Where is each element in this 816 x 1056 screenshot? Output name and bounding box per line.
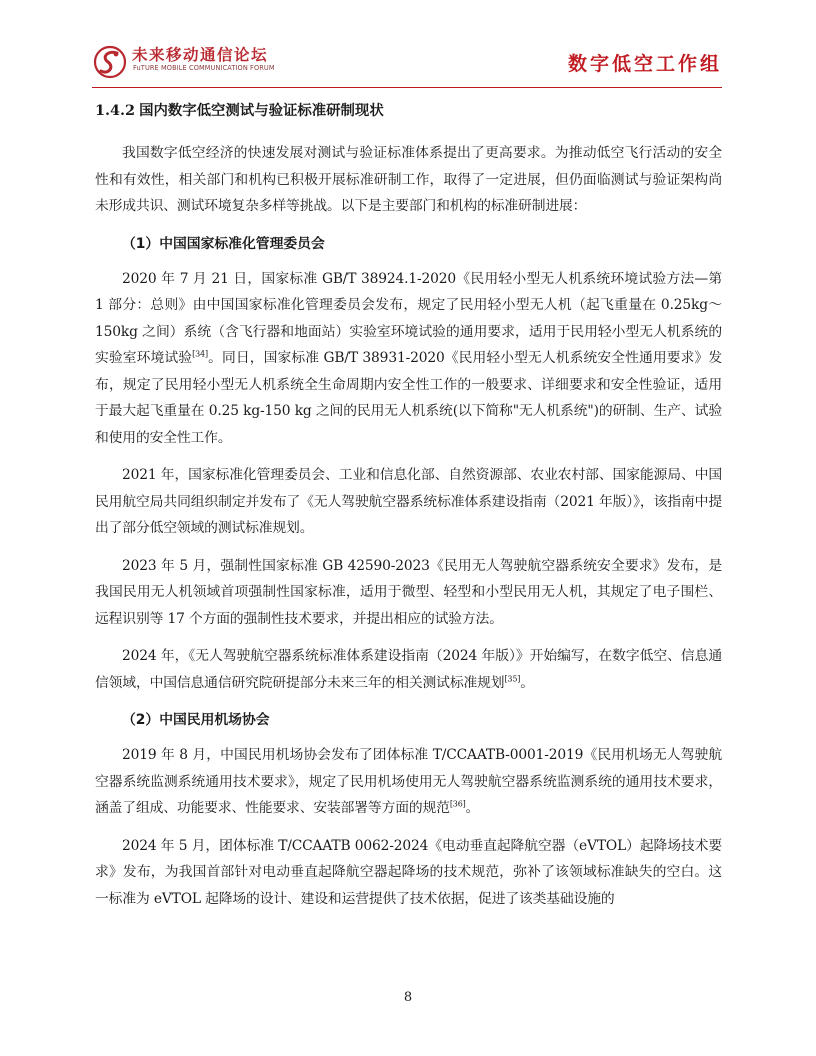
forum-logo-english: FuTURE MOBILE COMMUNICATION FORUM	[133, 64, 275, 72]
subsection-heading-2: （2）中国民用机场协会	[122, 712, 270, 728]
working-group-title: 数字低空工作组	[567, 53, 722, 75]
paragraph-text: 2024 年，《无人驾驶航空器系统标准体系建设指南（2024 年版）》开始编写，在数字低空、信息通信领域，中国信息通信研究院研提部分未来三年的相关测试标准规划	[95, 648, 722, 691]
subsection-heading-1: （1）中国国家标准化管理委员会	[122, 235, 325, 252]
section-number: 1.4.2	[95, 102, 136, 119]
header-divider	[92, 87, 722, 88]
citation-ref: [35]	[504, 673, 521, 683]
document-body	[95, 98, 722, 923]
intro-paragraph: 我国数字低空经济的快速发展对测试与验证标准体系提出了更高要求。为推动低空飞行活动的安全性和有效性，相关部门和机构已积极开展标准研制工作，取得了一定进展，但仍面临测试与验证架构尚未形成共识、测试环境复杂多样等挑战。以下是主要部门和机构的标准研制进展：	[95, 145, 722, 214]
paragraph-text: 。	[520, 674, 534, 691]
paragraph-ccaatb-0062: 2024 年 5 月，团体标准 T/CCAATB 0062-2024《电动垂直起降航空器（eVTOL）起降场技术要求》发布，为我国首部针对电动垂直起降航空器起降场的技术规范，弥补了该领域标准缺失的空白。这一标准为 eVTOL 起降场的设计、建设和运营提供了技术依据，促进了该类基础设施的	[95, 837, 722, 907]
paragraph-2024-guideline	[95, 643, 722, 696]
page-number: 8	[403, 990, 413, 1005]
paragraph-ccaatb-0001	[95, 742, 722, 822]
paragraph-gbt-38924	[95, 266, 722, 452]
page-header	[92, 40, 722, 90]
citation-ref: [34]	[192, 349, 208, 359]
forum-logo-icon	[92, 44, 128, 80]
citation-ref: [36]	[449, 799, 466, 809]
paragraph-gb-42590: 2023 年 5 月，强制性国家标准 GB 42590-2023《民用无人驾驶航空器系统安全要求》发布，是我国民用无人机领域首项强制性国家标准，适用于微型、轻型和小型民用无人机，其规定了电子围栏、远程识别等 17 个方面的强制性技术要求，并提出相应的试验方法。	[95, 557, 722, 627]
section-title: 国内数字低空测试与验证标准研制现状	[139, 103, 384, 119]
forum-logo-text: 未来移动通信论坛	[132, 46, 269, 64]
paragraph-text: 。同日，国家标准 GB/T 38931-2020《民用轻小型无人机系统安全性通用要求》发布，规定了民用轻小型无人机系统全生命周期内安全性工作的一般要求、详细要求和安全性验证，适用于最大起飞重量在 0.25 kg-150 kg 之间的民用无人机系统(以下简称"无人机系统")的研制、生产、试验和使用的安全性工作。	[95, 350, 722, 446]
section-heading	[95, 98, 722, 124]
paragraph-2021-guideline: 2021 年，国家标准化管理委员会、工业和信息化部、自然资源部、农业农村部、国家能源局、中国民用航空局共同组织制定并发布了《无人驾驶航空器系统标准体系建设指南（2021 年版）》，该指南中提出了部分低空领域的测试标准规划。	[95, 467, 722, 536]
paragraph-text: 2020 年 7 月 21 日，国家标准 GB/T 38924.1-2020《民用轻小型无人机系统环境试验方法—第 1 部分：总则》由中国国家标准化管理委员会发布，规定了民用轻小型无人机（起飞重量在 0.25kg～150kg 之间）系统（含飞行器和地面站）实验室环境试验的通用要求，适用于民用轻小型无人机系统的实验室环境试验	[95, 270, 722, 366]
paragraph-text: 。	[465, 800, 480, 816]
paragraph-text: 2019 年 8 月，中国民用机场协会发布了团体标准 T/CCAATB-0001-2019《民用机场无人驾驶航空器系统监测系统通用技术要求》，规定了民用机场使用无人驾驶航空器系统监测系统的通用技术要求，涵盖了组成、功能要求、性能要求、安装部署等方面的规范	[95, 747, 722, 816]
